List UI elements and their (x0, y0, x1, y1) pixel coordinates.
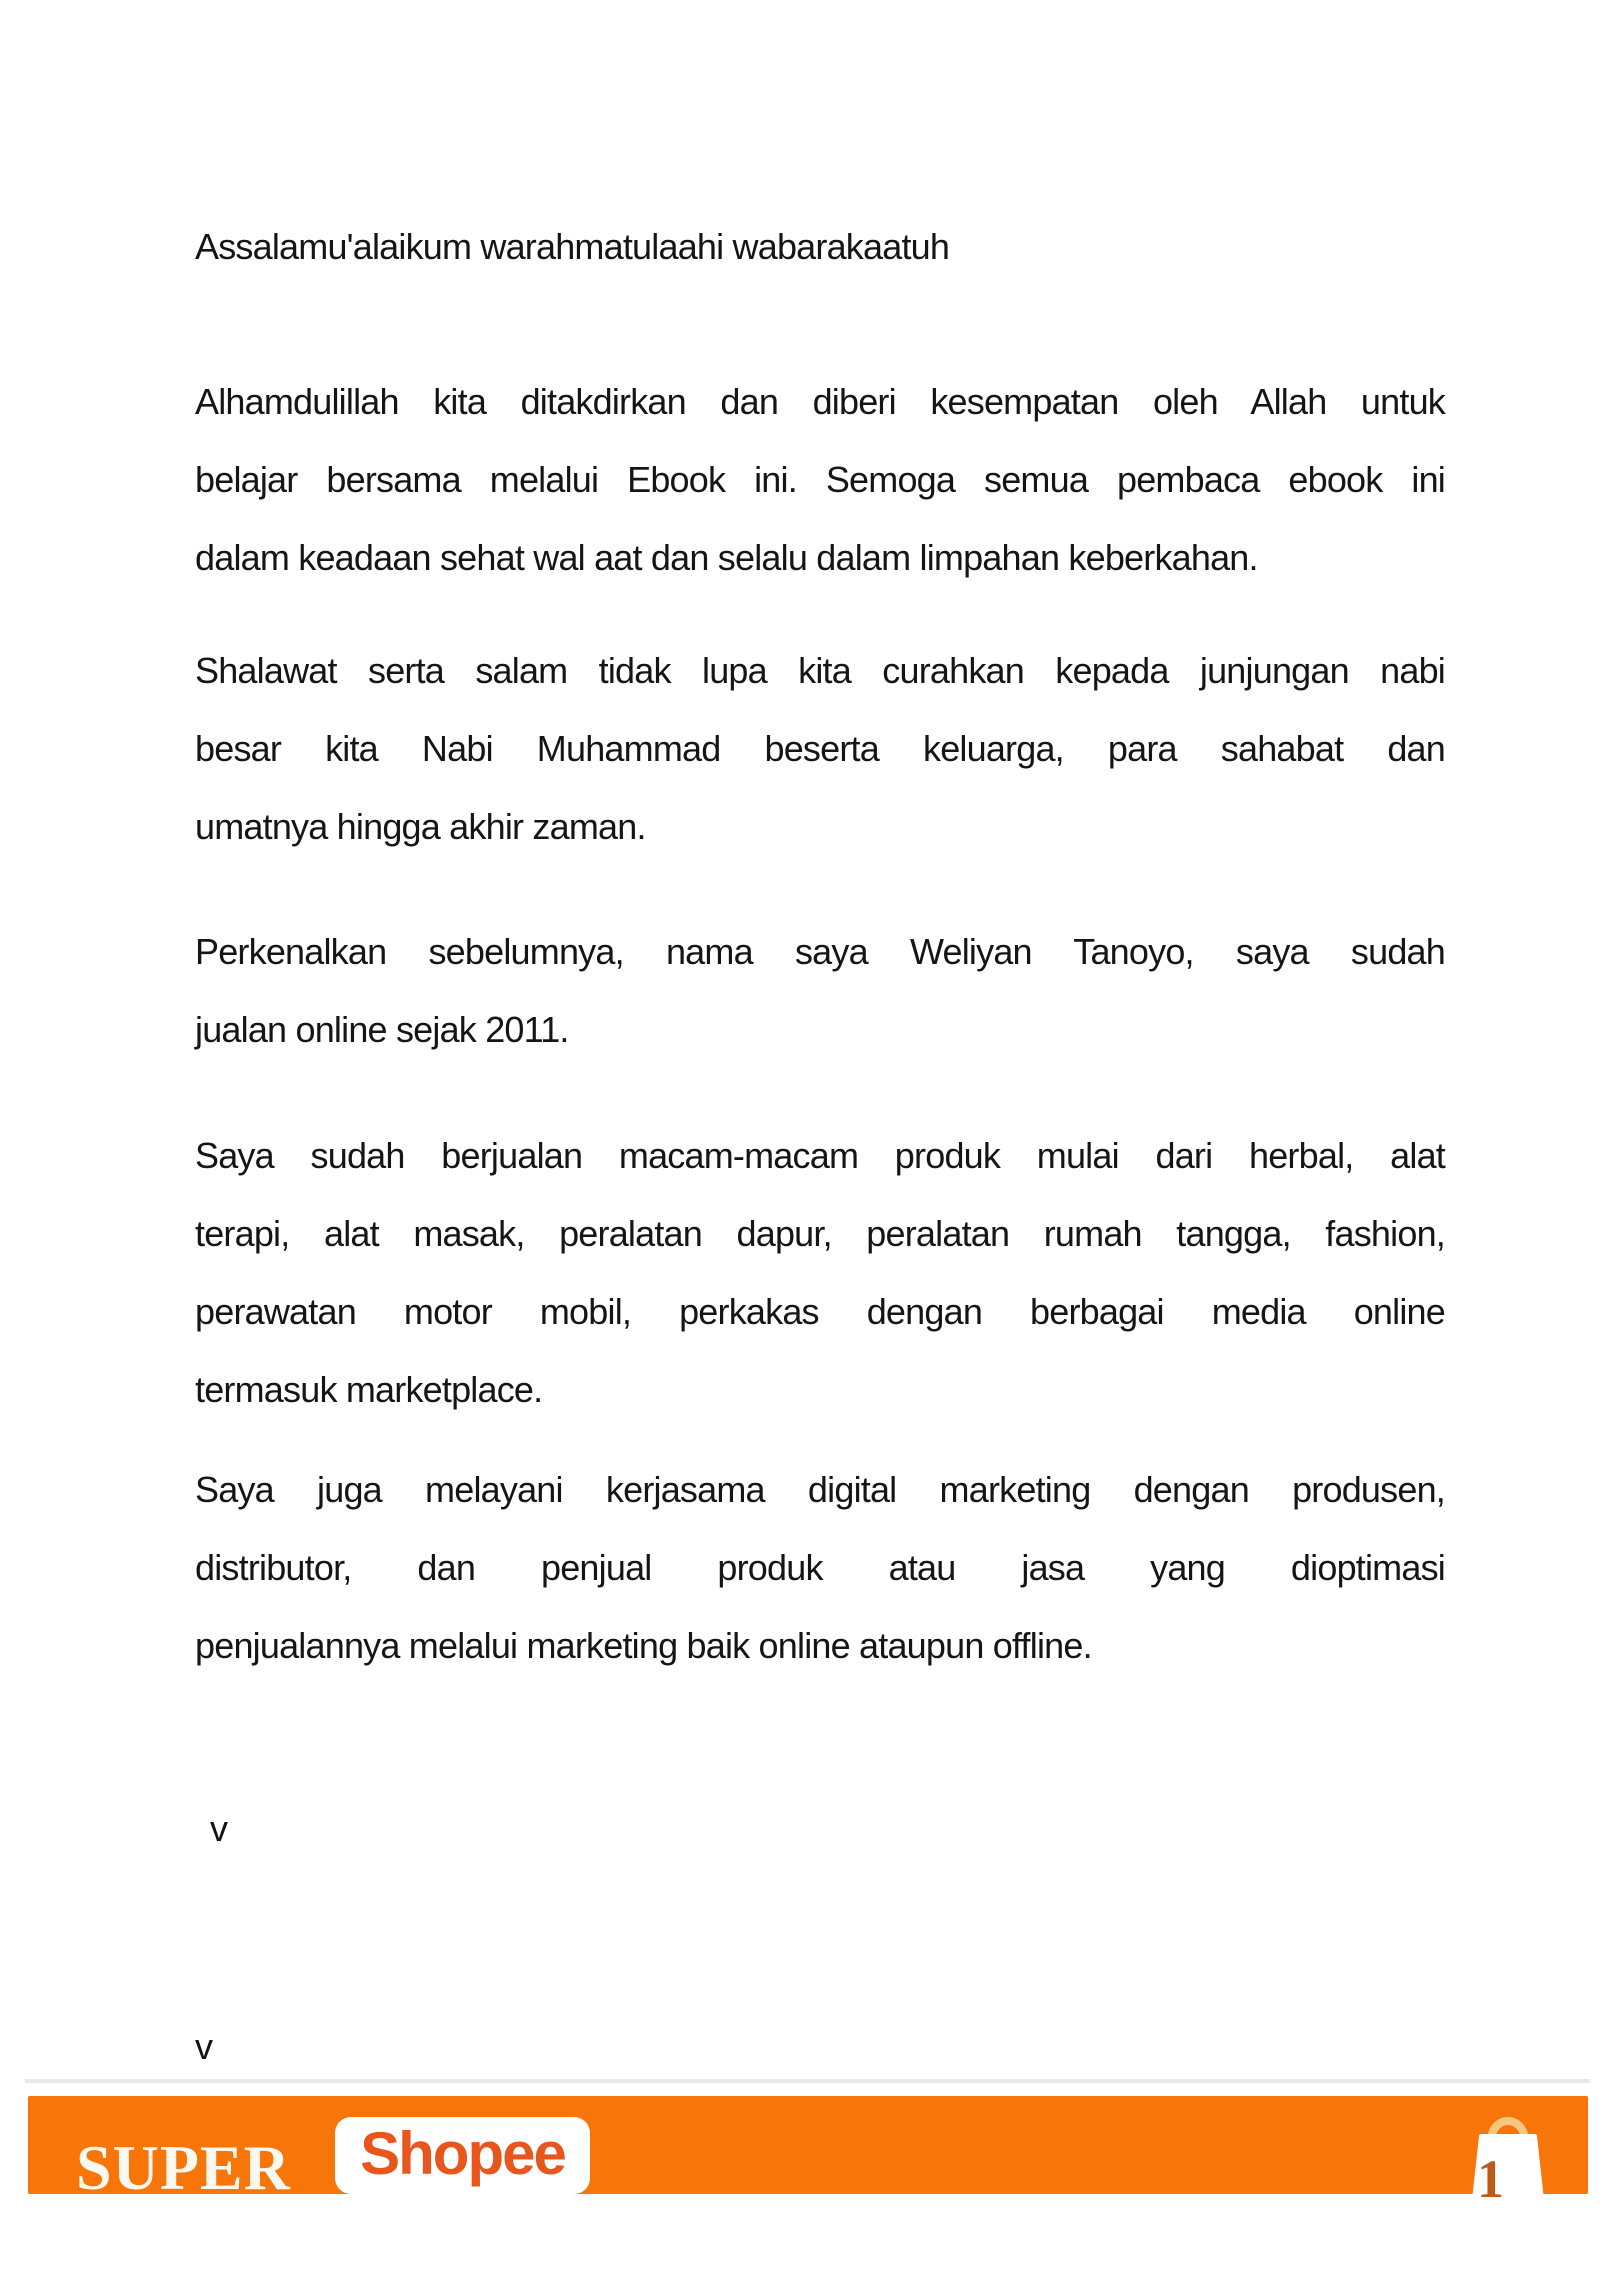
text-line: besar kita Nabi Muhammad beserta keluarga, para sahabat dan (195, 728, 1445, 769)
paragraph-kerjasama (195, 1451, 1445, 1685)
super-wordmark: SUPER (76, 2132, 291, 2203)
text-line: belajar bersama melalui Ebook ini. Semoga semua pembaca ebook ini (195, 459, 1445, 500)
text-line: distributor, dan penjual produk atau jasa yang dioptimasi (195, 1547, 1445, 1588)
text-line: jualan online sejak 2011. (195, 1009, 569, 1050)
page-number-badge: 1 (1477, 2149, 1504, 2209)
paragraph-alhamdulillah (195, 363, 1445, 597)
text-line: Saya sudah berjualan macam-macam produk mulai dari herbal, alat (195, 1135, 1445, 1176)
paragraph-produk (195, 1117, 1445, 1429)
paragraph-greeting (195, 208, 1445, 286)
text-line: Saya juga melayani kerjasama digital marketing dengan produsen, (195, 1469, 1445, 1510)
text-line: Assalamu'alaikum warahmatulaahi wabarakaatuh (195, 226, 950, 267)
text-line: perawatan motor mobil, perkakas dengan berbagai media online (195, 1291, 1445, 1332)
v-mark-2: v (195, 2026, 213, 2067)
paragraph-shalawat (195, 632, 1445, 866)
footer-banner (28, 2096, 1588, 2203)
shopee-logo (335, 2117, 590, 2194)
page-seam-line (25, 2079, 1590, 2083)
paragraph-perkenalan (195, 913, 1445, 1069)
text-line: Shalawat serta salam tidak lupa kita curahkan kepada junjungan nabi (195, 650, 1445, 691)
shopping-bag-icon (1471, 2106, 1545, 2212)
text-line: terapi, alat masak, peralatan dapur, peralatan rumah tangga, fashion, (195, 1213, 1445, 1254)
text-line: umatnya hingga akhir zaman. (195, 806, 646, 847)
text-line: dalam keadaan sehat wal aat dan selalu dalam limpahan keberkahan. (195, 537, 1258, 578)
text-line: Alhamdulillah kita ditakdirkan dan diberi kesempatan oleh Allah untuk (195, 381, 1445, 422)
text-line: Perkenalkan sebelumnya, nama saya Weliyan Tanoyo, saya sudah (195, 931, 1445, 972)
shopee-wordmark: Shopee (360, 2120, 565, 2187)
v-mark-1: v (210, 1808, 228, 1849)
text-line: penjualannya melalui marketing baik online ataupun offline. (195, 1625, 1092, 1666)
text-line: termasuk marketplace. (195, 1369, 543, 1410)
